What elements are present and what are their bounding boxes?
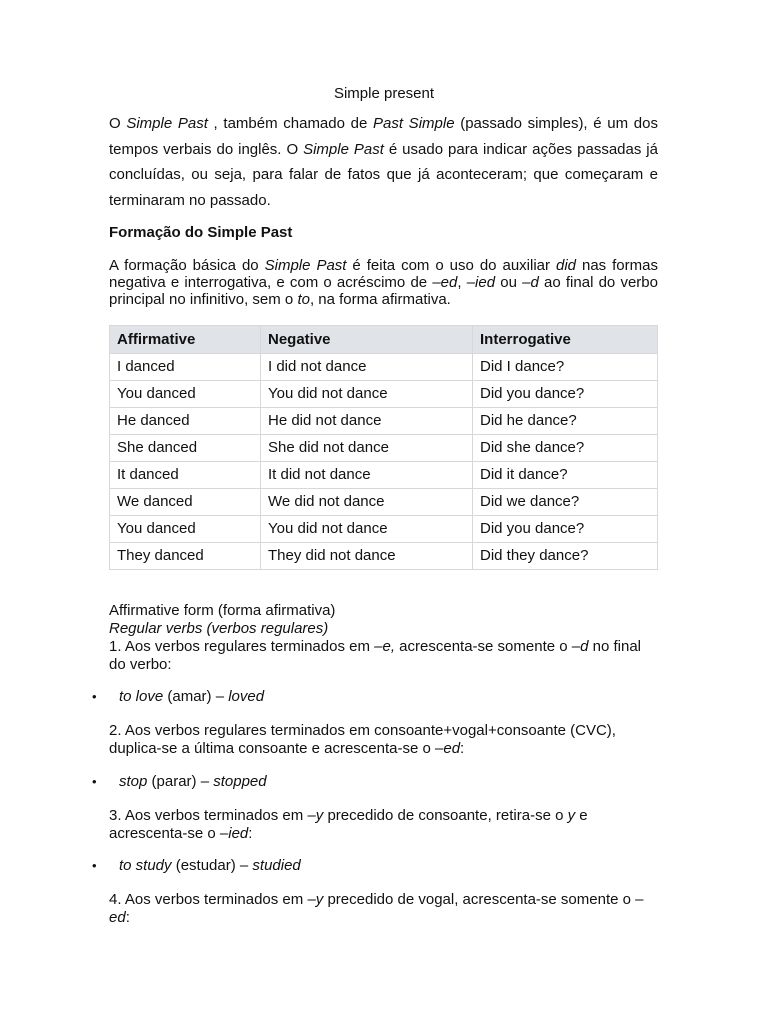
example-2: • stop (parar) – stopped — [92, 773, 267, 790]
cell-negative: You did not dance — [261, 516, 473, 543]
table-row — [110, 381, 658, 408]
header-negative: Negative — [261, 326, 473, 354]
cell-affirmative: I danced — [110, 354, 261, 381]
example-3: • to study (estudar) – studied — [92, 857, 301, 874]
cell-negative: They did not dance — [261, 543, 473, 570]
header-affirmative: Affirmative — [110, 326, 261, 354]
cell-affirmative: She danced — [110, 435, 261, 462]
affirmative-form-heading: Affirmative form (forma afirmativa) — [109, 602, 336, 619]
cell-interrogative: Did it dance? — [473, 462, 658, 489]
cell-interrogative: Did you dance? — [473, 381, 658, 408]
rule-2: 2. Aos verbos regulares terminados em consoante+vogal+consoante (CVC), duplica-se a última consoante e acrescenta-se o –ed: — [109, 722, 616, 757]
cell-negative: I did not dance — [261, 354, 473, 381]
intro-paragraph: O Simple Past , também chamado de Past Simple (passado simples), é um dos tempos verbais do inglês. O Simple Past é usado para indicar ações passadas já concluídas, ou seja, para falar de fatos que já aconteceram; que começaram e terminaram no passado. — [109, 115, 658, 209]
table-row — [110, 489, 658, 516]
formation-heading: Formação do Simple Past — [109, 224, 293, 241]
cell-interrogative: Did you dance? — [473, 516, 658, 543]
bullet-icon: • — [92, 774, 97, 789]
table-row — [110, 462, 658, 489]
table-row — [110, 516, 658, 543]
cell-negative: We did not dance — [261, 489, 473, 516]
cell-affirmative: He danced — [110, 408, 261, 435]
regular-verbs-subheading: Regular verbs (verbos regulares) — [109, 620, 329, 637]
table-row — [110, 435, 658, 462]
cell-interrogative: Did she dance? — [473, 435, 658, 462]
cell-interrogative: Did he dance? — [473, 408, 658, 435]
cell-affirmative: We danced — [110, 489, 261, 516]
cell-negative: He did not dance — [261, 408, 473, 435]
page-title: Simple present — [333, 85, 435, 102]
rule-3: 3. Aos verbos terminados em –y precedido de consoante, retira-se o y e acrescenta-se o –ied: — [109, 807, 588, 842]
bullet-icon: • — [92, 689, 97, 704]
formation-paragraph: A formação básica do Simple Past é feita com o uso do auxiliar did nas formas negativa e interrogativa, e com o acréscimo de –ed, –ied ou –d ao final do verbo principal no infinitivo, sem o to, na forma afirmativa. — [109, 257, 658, 308]
table-header-row — [110, 326, 658, 354]
cell-interrogative: Did I dance? — [473, 354, 658, 381]
cell-affirmative: They danced — [110, 543, 261, 570]
cell-interrogative: Did they dance? — [473, 543, 658, 570]
cell-interrogative: Did we dance? — [473, 489, 658, 516]
rule-1: 1. Aos verbos regulares terminados em –e, acrescenta-se somente o –d no final do verbo: — [109, 638, 641, 673]
rule-4: 4. Aos verbos terminados em –y precedido de vogal, acrescenta-se somente o –ed: — [109, 891, 644, 926]
cell-negative: She did not dance — [261, 435, 473, 462]
example-1: • to love (amar) – loved — [92, 688, 265, 705]
table-row — [110, 543, 658, 570]
cell-affirmative: You danced — [110, 516, 261, 543]
table-row — [110, 408, 658, 435]
table-row — [110, 354, 658, 381]
bullet-icon: • — [92, 858, 97, 873]
cell-negative: You did not dance — [261, 381, 473, 408]
header-interrogative: Interrogative — [473, 326, 658, 354]
conjugation-table — [109, 325, 658, 570]
cell-negative: It did not dance — [261, 462, 473, 489]
cell-affirmative: You danced — [110, 381, 261, 408]
cell-affirmative: It danced — [110, 462, 261, 489]
